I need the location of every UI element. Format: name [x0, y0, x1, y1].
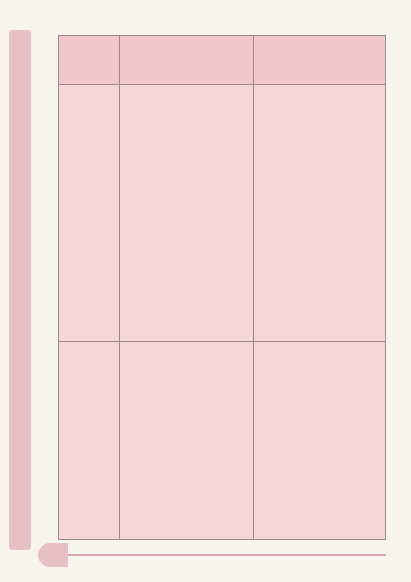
content-table [58, 35, 386, 540]
header-col2 [120, 42, 253, 80]
column-divider-1 [119, 36, 120, 539]
header-col1 [59, 42, 119, 80]
header-col3 [254, 42, 386, 80]
column-divider-2 [253, 36, 254, 539]
page-number [38, 543, 68, 567]
side-band-text [9, 30, 31, 550]
page-footer-rule [68, 554, 386, 556]
table-header-row [59, 36, 385, 85]
row-separator [59, 341, 385, 342]
side-band [9, 30, 31, 550]
